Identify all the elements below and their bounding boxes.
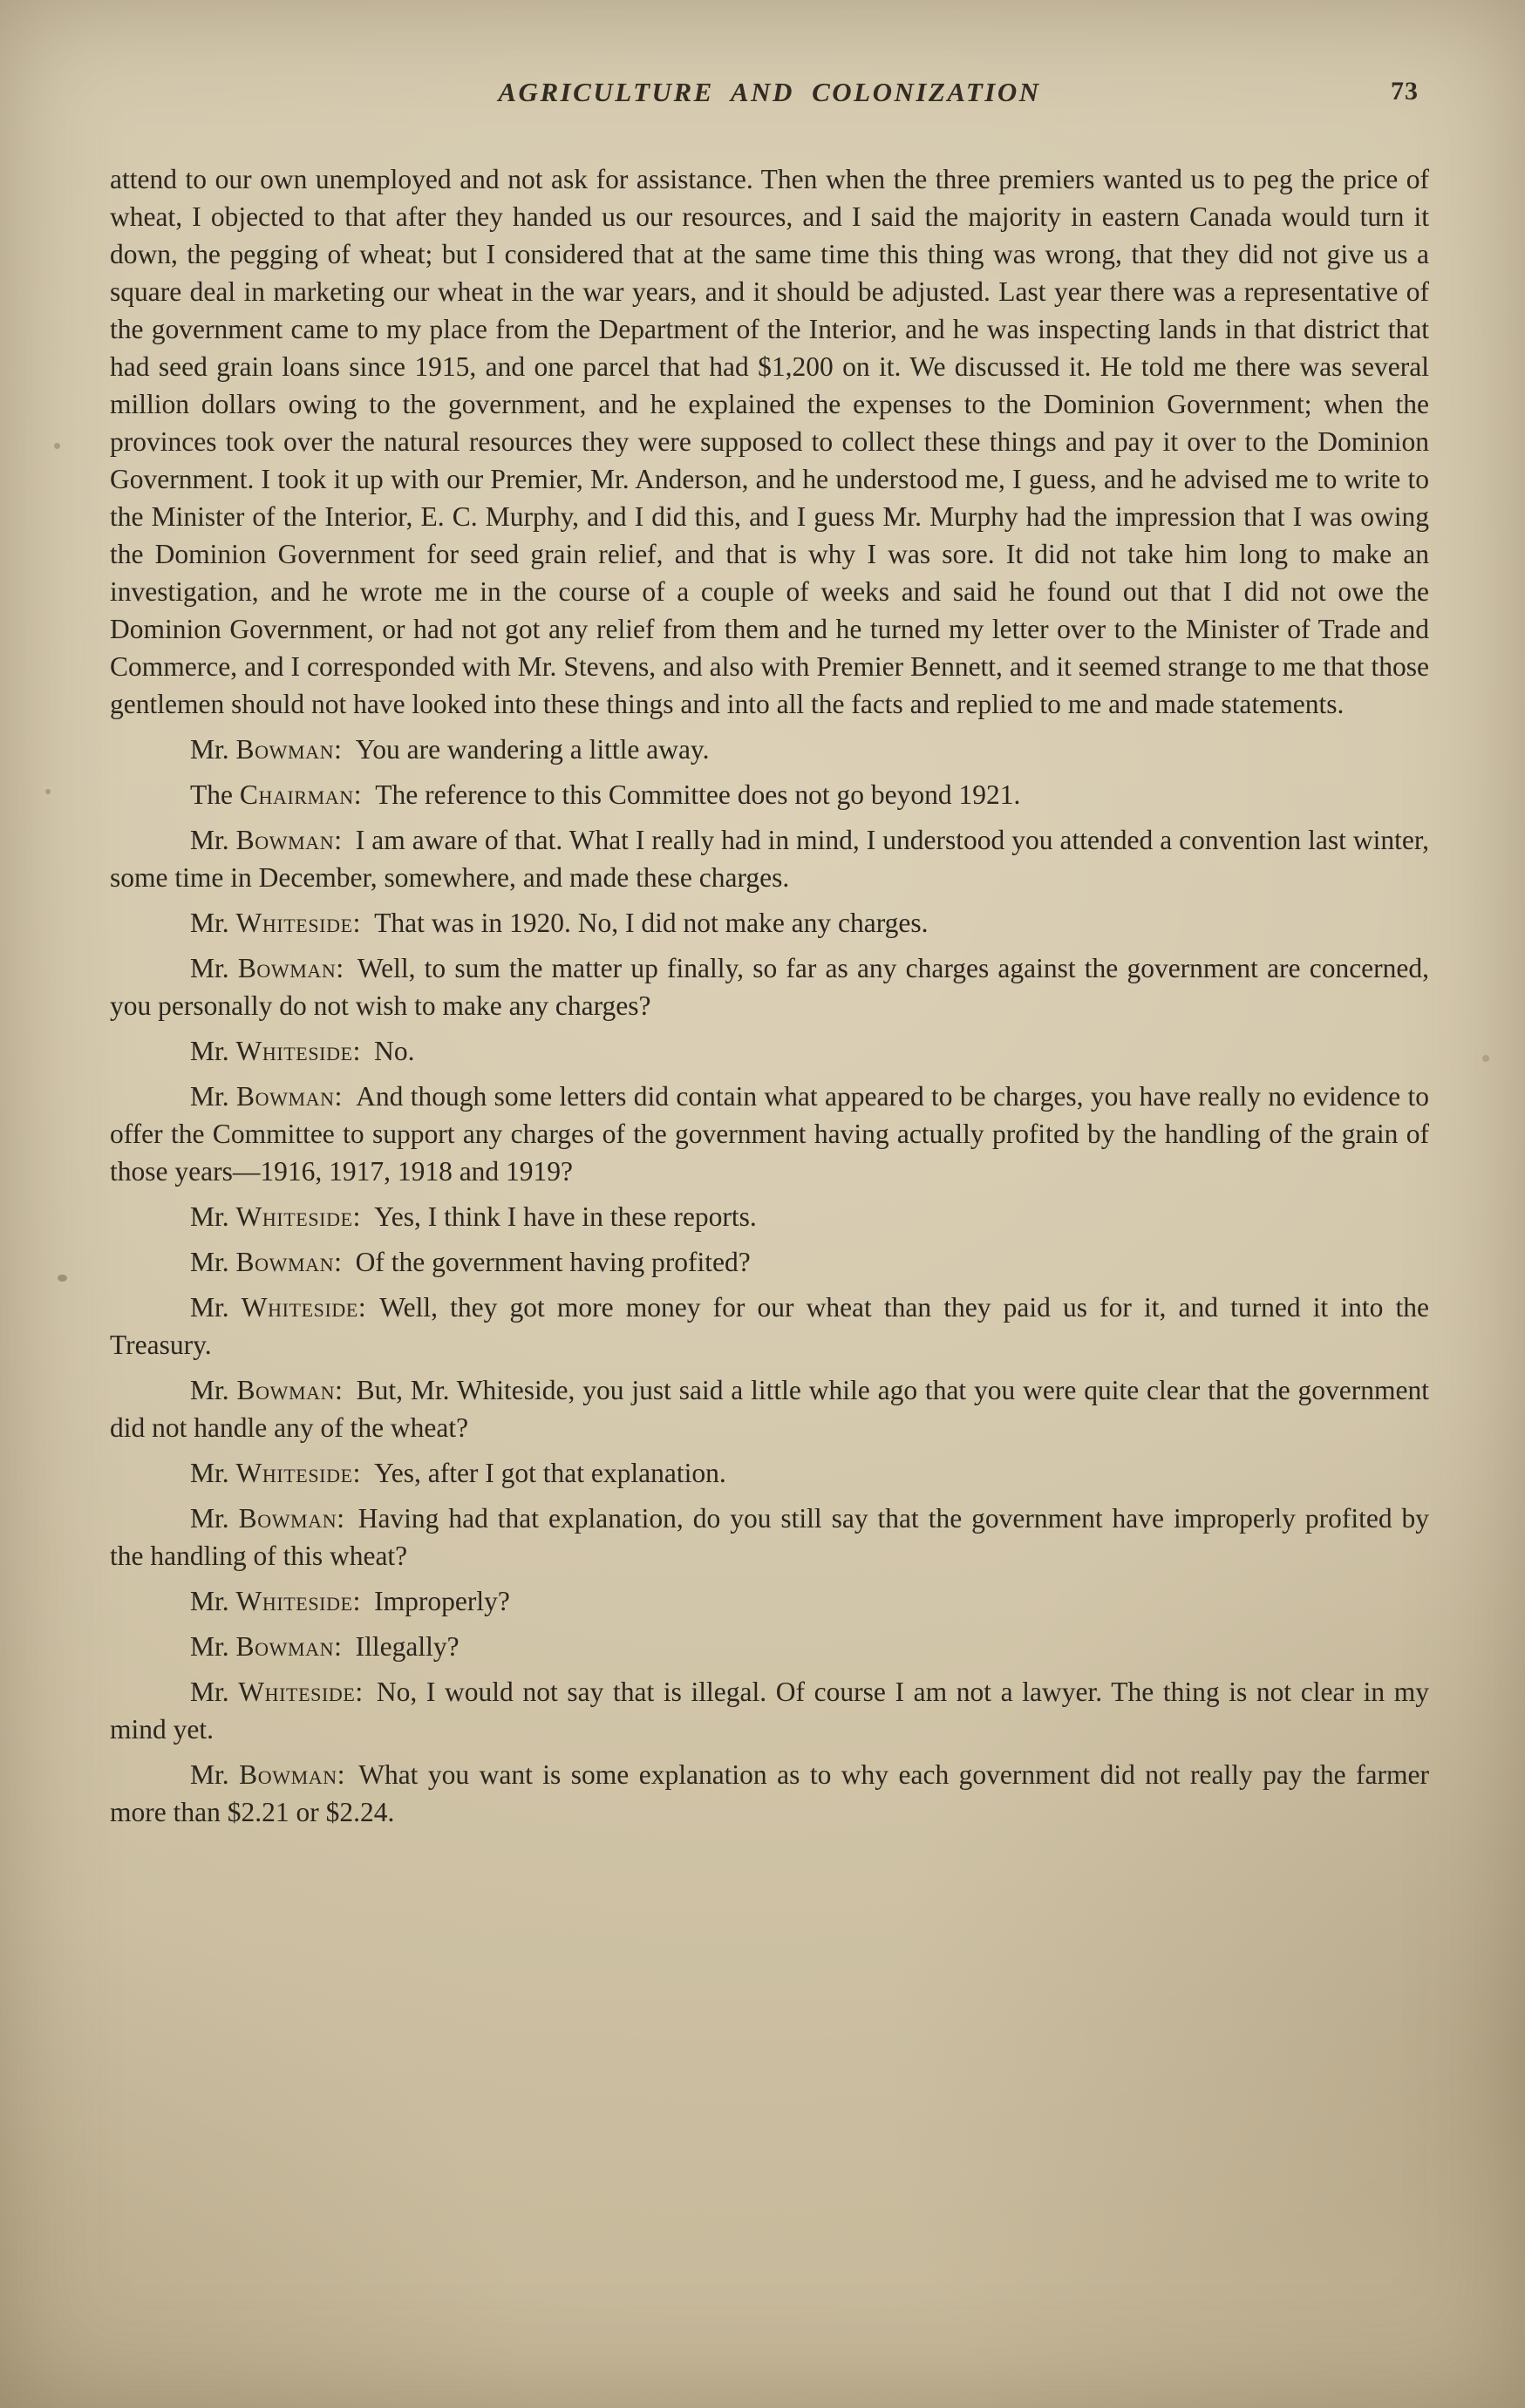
dialogue-paragraph: Mr. Whiteside: Yes, I think I have in these reports. — [190, 1201, 757, 1232]
dialogue-paragraph: Mr. Whiteside: That was in 1920. No, I did not make any charges. — [190, 908, 929, 938]
speaker-name: Mr. Bowman — [190, 1081, 335, 1112]
running-header — [110, 77, 1429, 119]
speaker-name: Mr. Bowman — [190, 825, 335, 855]
speaker-name: The Chairman — [190, 779, 354, 810]
speaker-name: Mr. Bowman — [190, 1375, 336, 1405]
dialogue-paragraph: Mr. Whiteside: Improperly? — [190, 1586, 510, 1616]
speaker-name: Mr. Whiteside — [190, 908, 353, 938]
dialogue-paragraph: Mr. Bowman: Well, to sum the matter up finally, so far as any charges against the government are concerned, you personally do not wish to make any charges? — [110, 953, 1429, 1021]
dialogue-paragraph: The Chairman: The reference to this Committee does not go beyond 1921. — [190, 779, 1021, 810]
speaker-name: Mr. Whiteside — [190, 1292, 358, 1323]
dialogue-paragraph: Mr. Bowman: What you want is some explanation as to why each government did not really pay the farmer more than $2.21 or $2.24. — [110, 1759, 1429, 1827]
speaker-name: Mr. Bowman — [190, 1503, 337, 1534]
speaker-name: Mr. Whiteside — [190, 1201, 353, 1232]
speaker-name: Mr. Whiteside — [190, 1458, 353, 1488]
speaker-name: Mr. Whiteside — [190, 1036, 353, 1066]
dialogue-paragraph: Mr. Whiteside: No, I would not say that is illegal. Of course I am not a lawyer. The thing is not clear in my mind yet. — [110, 1677, 1429, 1745]
dialogue-paragraph: Mr. Bowman: Illegally? — [190, 1631, 460, 1662]
dialogue-paragraph: Mr. Whiteside: No. — [190, 1036, 415, 1066]
dialogue-paragraph: Mr. Bowman: I am aware of that. What I really had in mind, I understood you attended a convention last winter, some time in December, somewhere, and made these charges. — [110, 825, 1429, 893]
dialogue-paragraph: Mr. Whiteside: Yes, after I got that explanation. — [190, 1458, 726, 1488]
page-body-text — [110, 160, 1429, 1831]
dialogue-paragraph: Mr. Bowman: But, Mr. Whiteside, you just said a little while ago that you were quite clear that the government did not handle any of the wheat? — [110, 1375, 1429, 1443]
dialogue-paragraph: Mr. Whiteside: Well, they got more money for our wheat than they paid us for it, and turned it into the Treasury. — [110, 1292, 1430, 1360]
body-paragraph: attend to our own unemployed and not ask for assistance. Then when the three premiers wanted us to peg the price of wheat, I objected to that after they handed us our resources, and I said the majority in eastern Canada would turn it down, the pegging of wheat; but I considered that at the same time this thing was wrong, that they did not give us a square deal in marketing our wheat in the war years, and it should be adjusted. Last year there was a representative of the government came to my place from the Department of the Interior, and he was inspecting lands in that district that had seed grain loans since 1915, and one parcel that had $1,200 on it. We discussed it. He told me there was several million dollars owing to the government, and he explained the expenses to the Dominion Government; when the provinces took over the natural resources they were supposed to collect these things and pay it over to the Dominion Government. I took it up with our Premier, Mr. Anderson, and he understood me, I guess, and he advised me to write to the Minister of the Interior, E. C. Murphy, and I did this, and I guess Mr. Murphy had the impression that I was owing the Dominion Government for seed grain relief, and that is why I was sore. It did not take him long to make an investigation, and he wrote me in the course of a couple of weeks and said he found out that I did not owe the Dominion Government, or had not got any relief from them and he turned my letter over to the Minister of Trade and Commerce, and I corresponded with Mr. Stevens, and also with Premier Bennett, and it seemed strange to me that those gentlemen should not have looked into these things and into all the facts and replied to me and made statements. — [110, 164, 1429, 719]
dialogue-paragraph: Mr. Bowman: Having had that explanation, do you still say that the government have improperly profited by the handling of this wheat? — [110, 1503, 1430, 1571]
dialogue-paragraph: Mr. Bowman: You are wandering a little away. — [190, 734, 710, 765]
speaker-name: Mr. Bowman — [190, 1759, 337, 1790]
running-header-title: AGRICULTURE AND COLONIZATION — [498, 77, 1041, 107]
speaker-name: Mr. Bowman — [190, 953, 337, 983]
page-number: 73 — [1391, 77, 1419, 105]
speaker-name: Mr. Whiteside — [190, 1677, 356, 1707]
dialogue-paragraph: Mr. Bowman: And though some letters did contain what appeared to be charges, you have really no evidence to offer the Committee to support any charges of the government having actually profited by the handling of the grain of those years—1916, 1917, 1918 and 1919? — [110, 1081, 1429, 1187]
speaker-name: Mr. Bowman — [190, 1247, 335, 1277]
speaker-name: Mr. Whiteside — [190, 1586, 353, 1616]
dialogue-paragraph: Mr. Bowman: Of the government having profited? — [190, 1247, 751, 1277]
speaker-name: Mr. Bowman — [190, 734, 335, 765]
speaker-name: Mr. Bowman — [190, 1631, 335, 1662]
